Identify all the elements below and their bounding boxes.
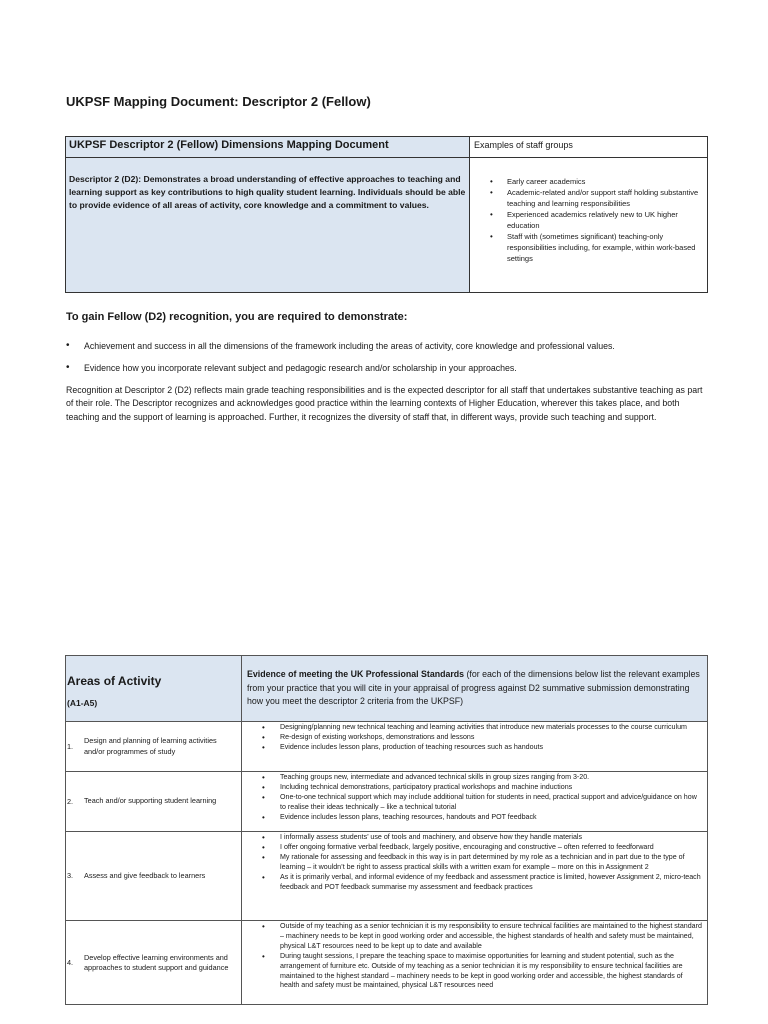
requirements-heading: To gain Fellow (D2) recognition, you are required to demonstrate: bbox=[66, 311, 408, 323]
list-item: • Evidence includes lesson plans, production of teaching resources such as handouts bbox=[256, 743, 703, 753]
areas-title: Areas of Activity bbox=[67, 674, 162, 688]
list-item: • Academic-related and/or support staff holding substantive teaching and learning responsibilities bbox=[484, 187, 703, 209]
area-number: 4. bbox=[67, 958, 74, 967]
list-item: • Outside of my teaching as a senior technician it is my responsibility to ensure technical facilities are maintained to the highest standard – machinery needs to be kept in good working order and accessible, the highest standards of health and safety must be maintained, physical L&T resources need to be kept up to date and available bbox=[256, 922, 703, 952]
table-row bbox=[66, 832, 707, 921]
staff-groups-cell bbox=[470, 158, 707, 292]
area-number: 3. bbox=[67, 871, 74, 880]
areas-header-cell bbox=[66, 656, 242, 722]
list-item: • Evidence includes lesson plans, teaching resources, handouts and POT feedback bbox=[256, 813, 703, 823]
document-title: UKPSF Mapping Document: Descriptor 2 (Fellow) bbox=[66, 94, 371, 109]
list-item: • As it is primarily verbal, and informal evidence of my feedback and assessment practice is limited, however Assignment 2, micro-teach feedback and POT feedback summarise my assessment and feedback practices bbox=[256, 873, 703, 893]
areas-of-activity-table bbox=[65, 655, 708, 1005]
staff-groups-header: Examples of staff groups bbox=[470, 137, 707, 158]
area-number: 1. bbox=[67, 741, 74, 751]
list-item: • Designing/planning new technical teaching and learning activities that introduce new materials processes to the course curriculum bbox=[256, 723, 703, 733]
area-evidence-cell bbox=[242, 832, 707, 920]
area-evidence-cell bbox=[242, 772, 707, 831]
evidence-heading-text: (for each of the dimensions below list the relevant examples from your practice that you will cite in your appraisal of progress against D2 summative submission demonstrating how you meet the descriptor 2 criteria from the UKPSF) bbox=[247, 669, 700, 706]
area-label: Teach and/or supporting student learning bbox=[84, 796, 217, 806]
table-row bbox=[66, 772, 707, 832]
list-item: • Achievement and success in all the dimensions of the framework including the areas of activity, core knowledge and professional values. bbox=[66, 340, 706, 352]
list-item: • I offer ongoing formative verbal feedback, largely positive, encouraging and constructive – often referred to feedforward bbox=[256, 843, 703, 853]
list-item: • Early career academics bbox=[484, 176, 703, 187]
area-label: Design and planning of learning activities and/or programmes of study bbox=[84, 736, 217, 756]
area-label-cell bbox=[66, 921, 242, 1005]
area-evidence-cell bbox=[242, 921, 707, 1005]
list-item: • My rationale for assessing and feedback in this way is in part determined by my role as a technician and in part due to the type of learning – it wouldn’t be right to assess practical skills with a written exam for example – more on this in Assignment 2 bbox=[256, 853, 703, 873]
list-item: • During taught sessions, I prepare the teaching space to maximise opportunities for learning and student potential, such as the arrangement of furniture etc. Outside of my teaching as a senior technician it is my responsibility to ensure technical facilities are maintained to the highest standard – machinery needs to be kept in good working order and accessible, the highest standards of health and safety must be maintained, physical L&T resources need bbox=[256, 952, 703, 992]
staff-groups-list bbox=[484, 176, 703, 264]
table-row bbox=[66, 722, 707, 772]
area-number: 2. bbox=[67, 796, 74, 806]
area-label-cell bbox=[66, 722, 242, 771]
evidence-header-cell bbox=[242, 656, 707, 722]
list-item: • Including technical demonstrations, participatory practical workshops and machine inductions bbox=[256, 783, 703, 793]
table-row bbox=[66, 921, 707, 1005]
list-item: • Evidence how you incorporate relevant subject and pedagogic research and/or scholarship in your approaches. bbox=[66, 362, 706, 374]
areas-subtitle: (A1-A5) bbox=[67, 698, 98, 708]
area-evidence-cell bbox=[242, 722, 707, 771]
area-label: Assess and give feedback to learners bbox=[84, 870, 206, 880]
descriptor-paragraph: Recognition at Descriptor 2 (D2) reflects main grade teaching responsibilities and is the expected descriptor for all staff that undertakes substantive teaching as part of their role. The Descriptor recognizes and acknowledges good practice within the learning contexts of Higher Education, wherever this takes place, and both teaching and the support of learning is approached. Further, it recognizes the diversity of staff that, in different ways, provide such teaching and support. bbox=[66, 385, 703, 422]
mapping-table bbox=[65, 136, 708, 293]
area-label-cell bbox=[66, 832, 242, 920]
requirements-list bbox=[66, 340, 706, 384]
area-label: Develop effective learning environments and approaches to student support and guidance bbox=[84, 952, 229, 972]
list-item: • I informally assess students’ use of tools and machinery, and observe how they handle materials bbox=[256, 833, 703, 843]
evidence-heading-bold: Evidence of meeting the UK Professional Standards bbox=[247, 669, 465, 679]
list-item: • Re-design of existing workshops, demonstrations and lessons bbox=[256, 733, 703, 743]
list-item: • Staff with (sometimes significant) teaching-only responsibilities including, for example, within work-based settings bbox=[484, 231, 703, 264]
descriptor-text: Descriptor 2 (D2): Demonstrates a broad understanding of effective approaches to teaching and learning support as key contributions to high quality student learning. Individuals should be able to provide evidence of all areas of activity, core knowledge and a commitment to values. bbox=[66, 158, 470, 292]
mapping-table-header: UKPSF Descriptor 2 (Fellow) Dimensions Mapping Document bbox=[66, 137, 470, 158]
area-label-cell bbox=[66, 772, 242, 831]
list-item: • Experienced academics relatively new to UK higher education bbox=[484, 209, 703, 231]
list-item: • Teaching groups new, intermediate and advanced technical skills in group sizes ranging from 3-20. bbox=[256, 773, 703, 783]
list-item: • One-to-one technical support which may include additional tuition for students in need, practical support and advice/guidance on how to realise their ideas technically – like a technical tutorial bbox=[256, 793, 703, 813]
